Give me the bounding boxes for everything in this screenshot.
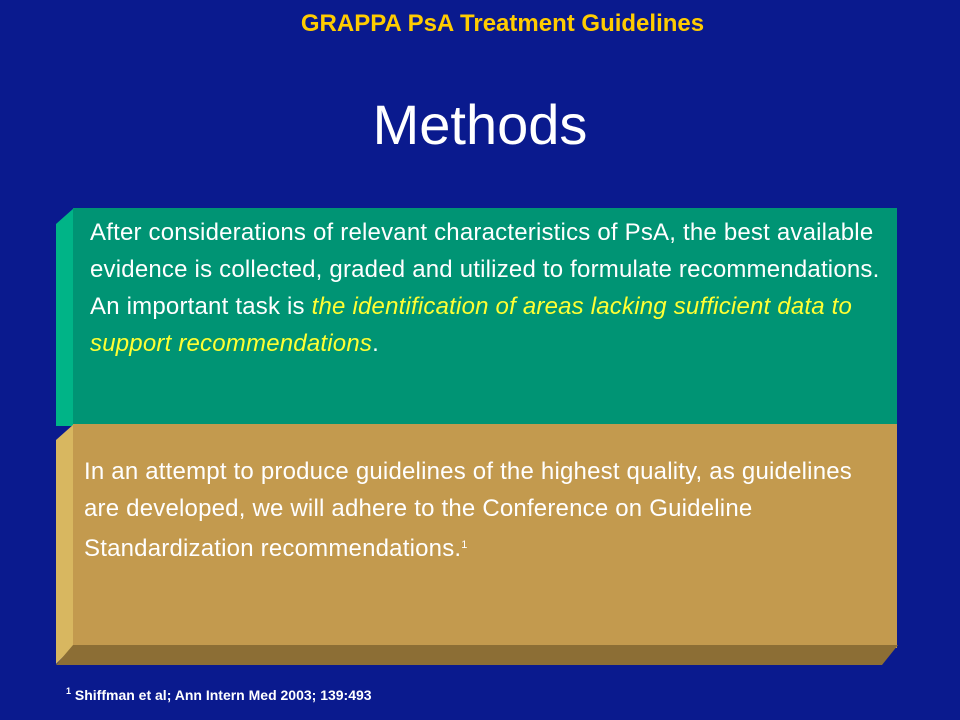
footnote [66, 686, 372, 703]
green-box-lead: After considerations of relevant characteristics of PsA, the best available evidence is collected, graded and utilized to formulate recommendations. An important task is [90, 219, 880, 320]
green-box-side [56, 208, 74, 426]
tan-box-bottom [56, 645, 898, 665]
tan-box-side [56, 424, 74, 664]
footnote-marker: 1 [66, 686, 72, 696]
green-box-tail: . [372, 330, 379, 357]
header-title: GRAPPA PsA Treatment Guidelines [300, 10, 705, 37]
slide-title: Methods [372, 93, 588, 156]
green-box-text [90, 214, 880, 362]
tan-box-text [84, 453, 874, 567]
footnote-text: Shiffman et al; Ann Intern Med 2003; 139:493 [74, 687, 372, 703]
green-box-highlight: the identification of areas lacking sufficient data to support recommendations [90, 293, 853, 357]
tan-box-ref-marker: 1 [461, 539, 468, 551]
tan-box-body: In an attempt to produce guidelines of the highest quality, as guidelines are developed, we will adhere to the Conference on Guideline Standardization recommendations. [84, 458, 852, 562]
